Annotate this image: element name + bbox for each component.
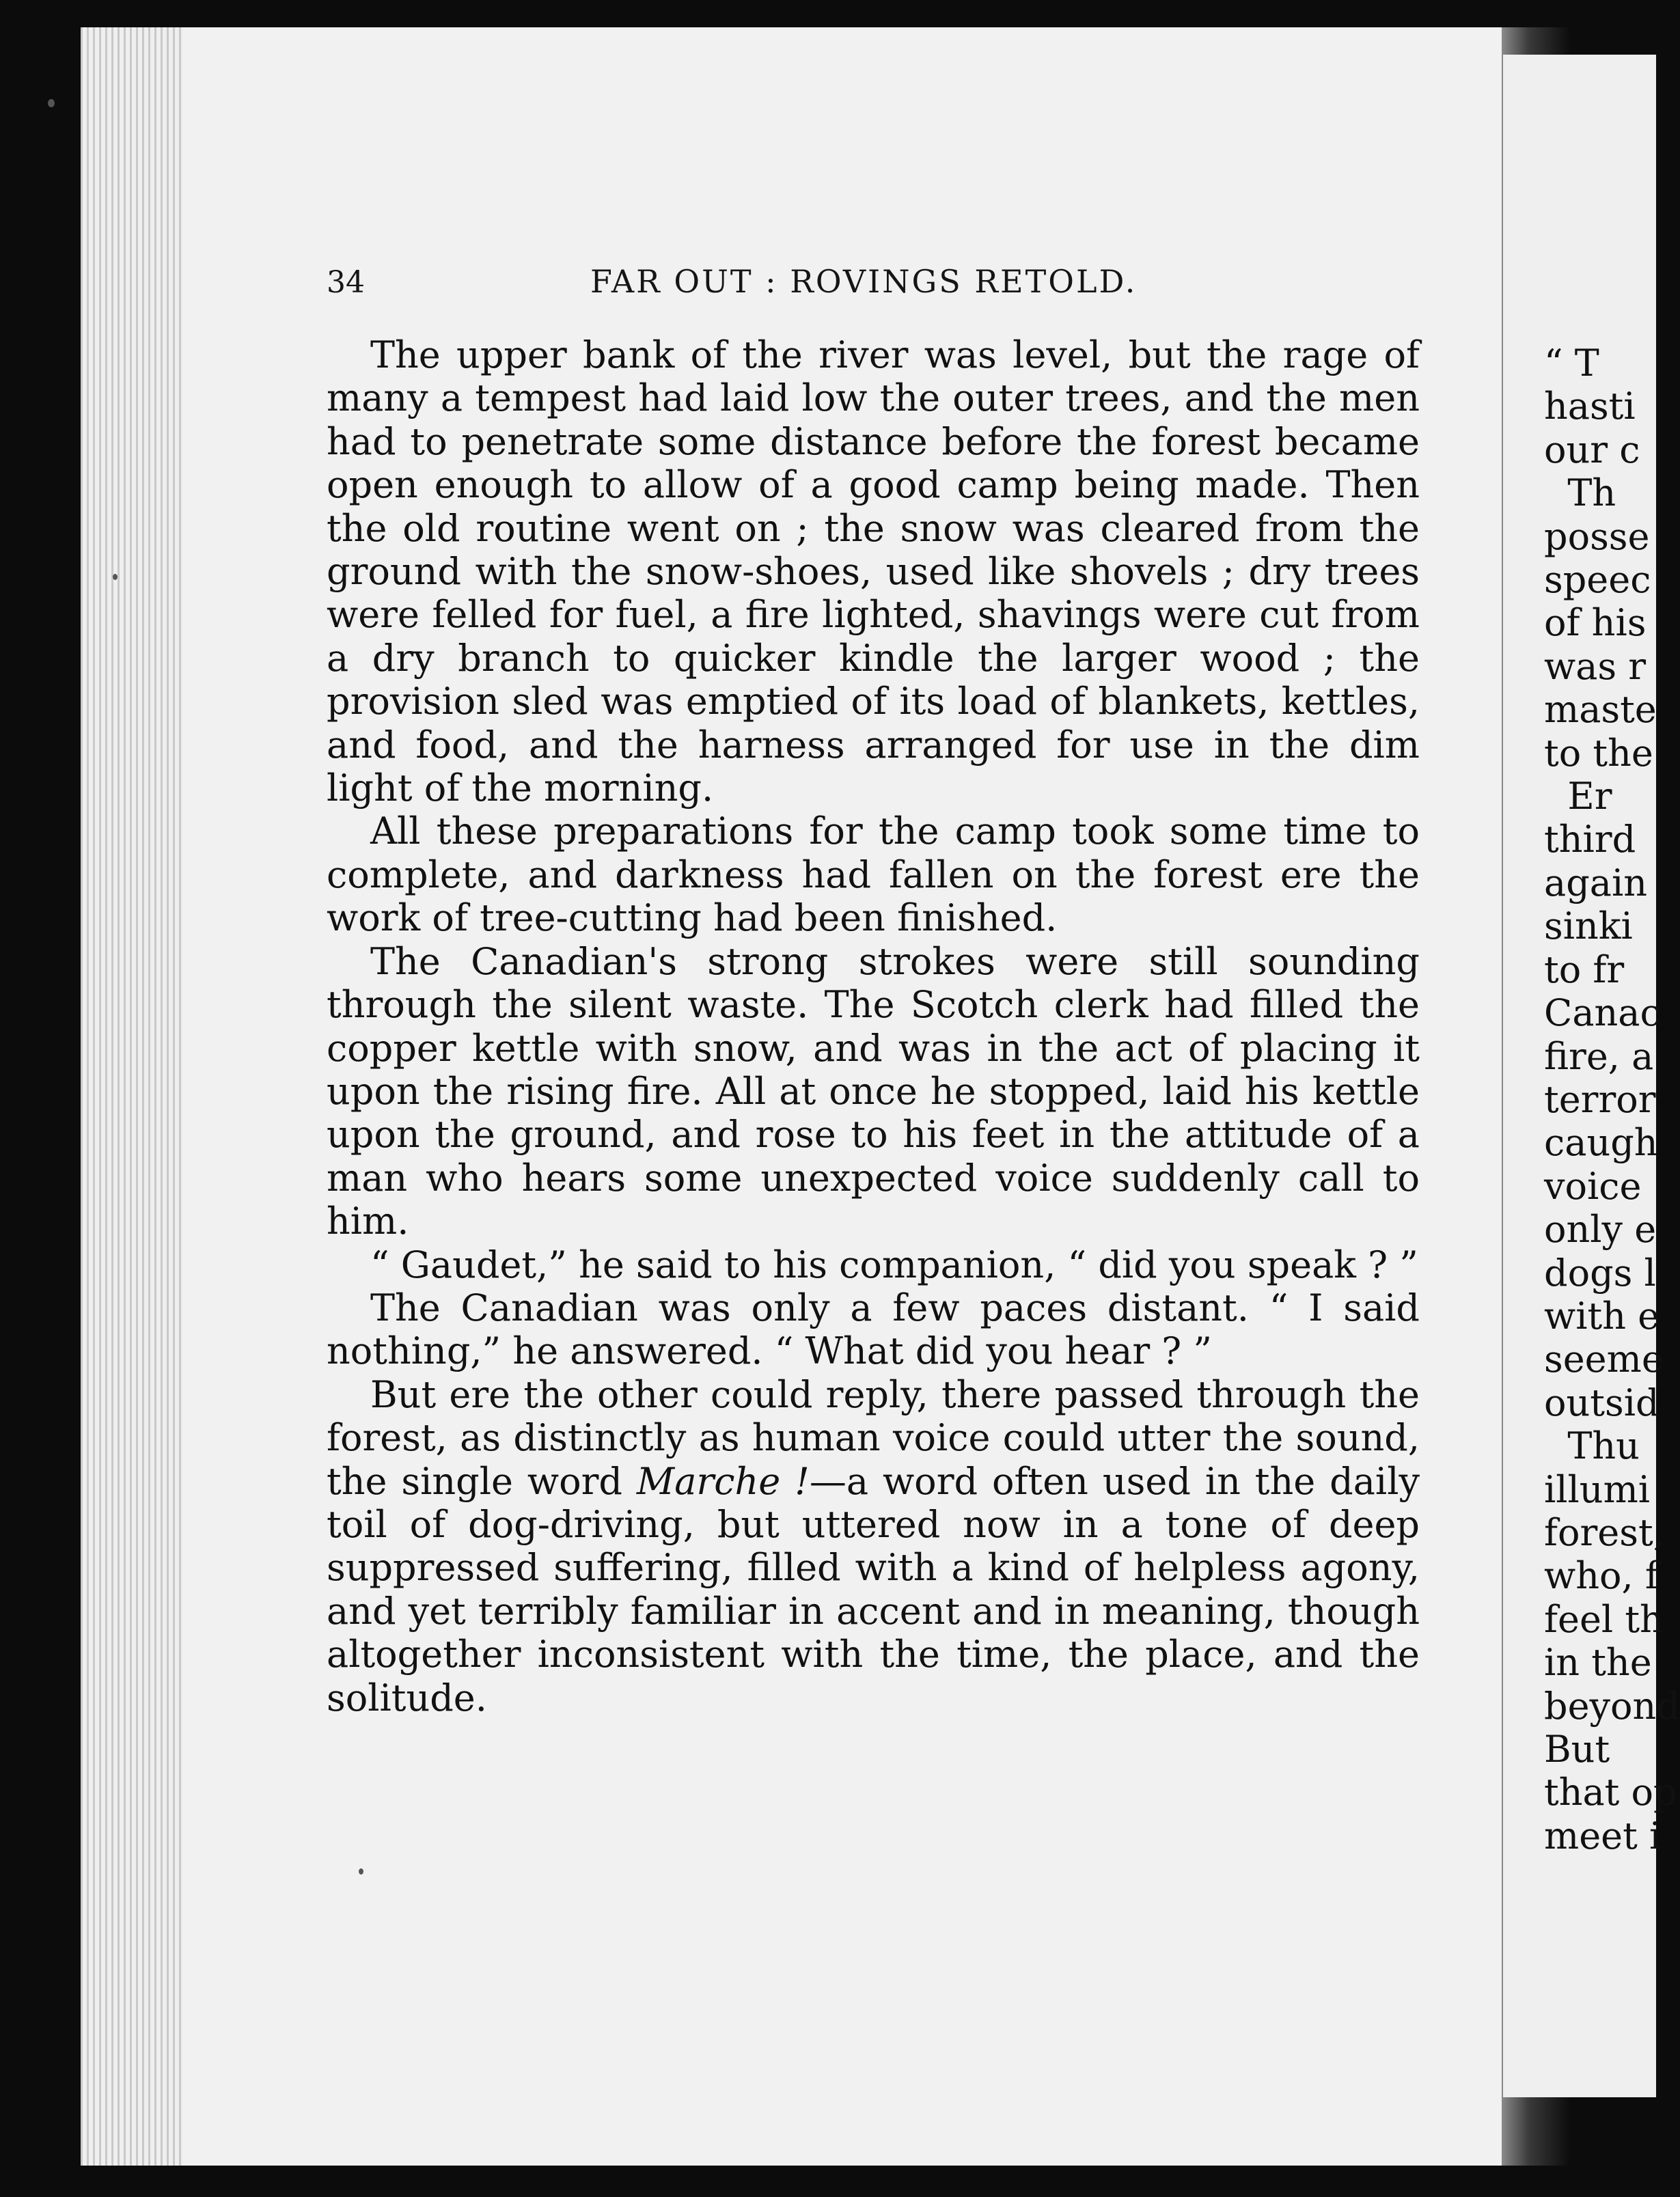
page-number: 34 [327,265,365,300]
italic-word-marche: Marche ! [636,1459,810,1503]
running-title: FAR OUT : ROVINGS RETOLD. [590,263,1138,300]
right-facing-page [1503,55,1680,2097]
paragraph-5: The Canadian was only a few paces distant. “ I said nothing,” he answered. “ What did you hear ? ” [327,1286,1420,1373]
page-header [327,263,1420,300]
paragraph-1: The upper bank of the river was level, but the rage of many a tempest had laid low the outer trees, and the men had to penetrate some distance before the forest became open enough to allow of a good camp being made. Then the old routine went on ; the snow was cleared from the ground with the snow-shoes, used like shovels ; dry trees were felled for fuel, a fire lighted, shavings were cut from a dry branch to quicker kindle the larger wood ; the provision sled was emptied of its load of blankets, kettles, and food, and the harness arranged for use in the dim light of the morning. [327,333,1420,810]
dust-speck [359,1868,363,1875]
paragraph-3: The Canadian's strong strokes were still sounding through the silent waste. The Scotch clerk had filled the copper kettle with snow, and was in the act of placing it upon the rising fire. All at once he stopped, laid his kettle upon the ground, and rose to his feet in the attitude of a man who hears some unexpected voice suddenly call to him. [327,939,1420,1243]
facing-page-text-fragments: “ T hasti our c Th posse speec of his was r maste to the Er third again sinki to fr Canac fire, a terror caugh voice only e dogs l with e seeme outsid Thu illumi forest, who, f feel th in the beyond But that op meet i [1544,342,1680,1857]
paragraph-6-end: —a word often used in the daily toil of dog-driving, but uttered now in a tone of deep suppressed suffering, filled with a kind of helpless agony, and yet terribly familiar in accent and in meaning, though altogether inconsistent with the time, the place, and the solitude. [327,1459,1420,1719]
paragraph-6 [327,1373,1420,1719]
body-text [327,333,1420,1719]
paragraph-4: “ Gaudet,” he said to his companion, “ did you speak ? ” [370,1243,1418,1286]
dust-speck [48,99,55,107]
paragraph-6-start: But ere the other could reply, there passed through the forest, as distinctly as human voice could utter the sound, the single word [327,1372,1420,1503]
paragraph-2: All these preparations for the camp took some time to complete, and darkness had fallen on the forest ere the work of tree-cutting had been finished. [327,810,1420,940]
page-edges [81,27,183,2166]
dust-speck [113,574,118,580]
